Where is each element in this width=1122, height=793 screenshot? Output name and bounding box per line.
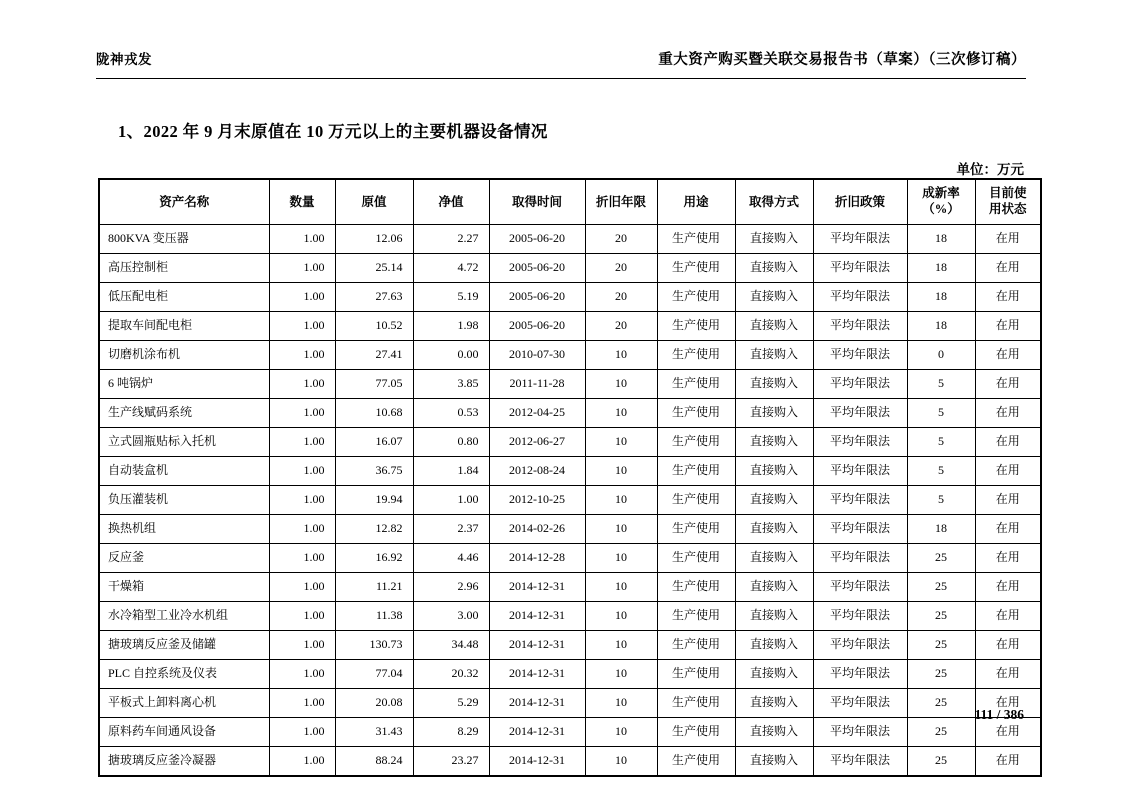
table-cell: 负压灌装机 [99,486,269,515]
table-cell: 平均年限法 [813,602,907,631]
table-cell: 1.00 [413,486,489,515]
column-header-line: 用状态 [988,202,1027,216]
table-cell: 2014-12-31 [489,660,585,689]
table-row [99,660,1041,689]
table-cell: 25 [907,544,975,573]
page-title: 1、2022 年 9 月末原值在 10 万元以上的主要机器设备情况 [118,122,548,141]
table-cell: 在用 [975,225,1041,254]
header-divider [96,78,1026,79]
table-cell: 10 [585,631,657,660]
table-cell: 25 [907,573,975,602]
table-cell: 平均年限法 [813,718,907,747]
table-cell: 1.00 [269,747,335,777]
table-cell: 生产使用 [657,689,735,718]
table-cell: 提取车间配电柜 [99,312,269,341]
table-cell: 平均年限法 [813,457,907,486]
table-cell: 2014-12-31 [489,747,585,777]
table-row [99,544,1041,573]
table-cell: 在用 [975,718,1041,747]
table-cell: 在用 [975,602,1041,631]
table-cell: 1.00 [269,254,335,283]
table-cell: 10 [585,573,657,602]
table-cell: 5 [907,457,975,486]
table-cell: 6 吨锅炉 [99,370,269,399]
table-cell: 18 [907,283,975,312]
table-cell: 2014-12-31 [489,573,585,602]
table-cell: 1.00 [269,370,335,399]
table-cell: 1.00 [269,486,335,515]
table-cell: 直接购入 [735,631,813,660]
table-cell: 10 [585,399,657,428]
table-cell: 平均年限法 [813,370,907,399]
table-cell: 2010-07-30 [489,341,585,370]
column-header: 数量 [269,179,335,225]
table-cell: 23.27 [413,747,489,777]
table-cell: 2012-10-25 [489,486,585,515]
table-cell: 1.00 [269,457,335,486]
table-cell: 0 [907,341,975,370]
asset-table-header [99,179,1041,225]
table-cell: 2012-04-25 [489,399,585,428]
column-header-line: 目前使 [988,186,1027,201]
table-cell: 在用 [975,544,1041,573]
table-cell: 直接购入 [735,370,813,399]
table-cell: 在用 [975,341,1041,370]
table-cell: 3.85 [413,370,489,399]
table-cell: 25 [907,718,975,747]
table-cell: 平均年限法 [813,544,907,573]
table-cell: 平均年限法 [813,486,907,515]
table-cell: 11.38 [335,602,413,631]
table-cell: 在用 [975,399,1041,428]
column-header-line: （%） [922,202,960,216]
table-cell: 1.00 [269,689,335,718]
table-cell: 直接购入 [735,341,813,370]
table-cell: 1.00 [269,718,335,747]
table-cell: 直接购入 [735,573,813,602]
table-cell: 直接购入 [735,254,813,283]
table-cell: 在用 [975,515,1041,544]
table-cell: 在用 [975,660,1041,689]
column-header: 折旧政策 [813,179,907,225]
table-cell: 低压配电柜 [99,283,269,312]
table-cell: 800KVA 变压器 [99,225,269,254]
table-cell: 直接购入 [735,747,813,777]
table-cell: 生产使用 [657,747,735,777]
table-cell: 2011-11-28 [489,370,585,399]
table-cell: 77.04 [335,660,413,689]
table-cell: 18 [907,254,975,283]
table-cell: 原料药车间通风设备 [99,718,269,747]
table-cell: 4.46 [413,544,489,573]
header-company-name: 陇神戎发 [96,52,152,67]
table-cell: 1.00 [269,602,335,631]
table-cell: 平板式上卸料离心机 [99,689,269,718]
table-cell: 在用 [975,457,1041,486]
table-cell: 直接购入 [735,225,813,254]
table-cell: 生产线赋码系统 [99,399,269,428]
table-cell: 18 [907,312,975,341]
table-cell: 20.08 [335,689,413,718]
column-header [907,179,975,225]
table-cell: 19.94 [335,486,413,515]
table-row [99,573,1041,602]
table-cell: 平均年限法 [813,312,907,341]
table-cell: 搪玻璃反应釜冷凝器 [99,747,269,777]
table-cell: 10 [585,486,657,515]
table-cell: 20.32 [413,660,489,689]
asset-table [98,178,1042,777]
table-cell: 10 [585,370,657,399]
table-cell: 5.19 [413,283,489,312]
table-cell: 立式圆瓶贴标入托机 [99,428,269,457]
table-cell: 20 [585,225,657,254]
table-cell: 25 [907,631,975,660]
table-cell: 5.29 [413,689,489,718]
table-cell: 平均年限法 [813,341,907,370]
table-cell: 34.48 [413,631,489,660]
table-cell: 在用 [975,631,1041,660]
table-cell: 在用 [975,486,1041,515]
table-row [99,631,1041,660]
table-cell: 2014-12-31 [489,718,585,747]
table-cell: 10 [585,660,657,689]
table-cell: 2005-06-20 [489,312,585,341]
table-cell: 自动装盒机 [99,457,269,486]
table-cell: 生产使用 [657,544,735,573]
table-cell: 1.00 [269,283,335,312]
table-cell: 1.00 [269,660,335,689]
table-cell: 1.00 [269,544,335,573]
table-cell: 平均年限法 [813,254,907,283]
table-cell: 0.53 [413,399,489,428]
table-cell: 25 [907,602,975,631]
table-cell: 36.75 [335,457,413,486]
table-cell: 11.21 [335,573,413,602]
table-cell: 平均年限法 [813,573,907,602]
asset-table-body [99,225,1041,777]
table-cell: 0.80 [413,428,489,457]
table-cell: 直接购入 [735,283,813,312]
table-cell: 2014-02-26 [489,515,585,544]
table-cell: 平均年限法 [813,515,907,544]
table-cell: 88.24 [335,747,413,777]
table-cell: 2014-12-31 [489,602,585,631]
column-header [975,179,1041,225]
table-cell: 2.37 [413,515,489,544]
table-cell: 1.00 [269,341,335,370]
table-row [99,341,1041,370]
table-cell: 1.00 [269,225,335,254]
table-cell: 生产使用 [657,602,735,631]
table-cell: 干燥箱 [99,573,269,602]
table-cell: 20 [585,312,657,341]
table-row [99,718,1041,747]
table-cell: 1.84 [413,457,489,486]
table-cell: 10 [585,747,657,777]
table-cell: 水冷箱型工业冷水机组 [99,602,269,631]
table-cell: 生产使用 [657,399,735,428]
table-cell: 77.05 [335,370,413,399]
table-cell: 2012-08-24 [489,457,585,486]
table-row [99,254,1041,283]
table-cell: 10 [585,602,657,631]
table-row [99,486,1041,515]
table-cell: 生产使用 [657,631,735,660]
table-cell: 5 [907,486,975,515]
table-cell: 20 [585,283,657,312]
table-cell: 平均年限法 [813,225,907,254]
table-cell: 在用 [975,254,1041,283]
table-row [99,370,1041,399]
table-cell: 18 [907,515,975,544]
table-cell: 在用 [975,370,1041,399]
table-cell: 5 [907,428,975,457]
table-row [99,515,1041,544]
page-header [96,48,1026,78]
table-cell: 直接购入 [735,312,813,341]
table-cell: 直接购入 [735,602,813,631]
table-cell: 直接购入 [735,718,813,747]
table-cell: 1.00 [269,631,335,660]
table-cell: 平均年限法 [813,428,907,457]
table-cell: 10.52 [335,312,413,341]
table-cell: 12.06 [335,225,413,254]
column-header-line: 成新率 [922,186,960,201]
table-cell: 2005-06-20 [489,254,585,283]
table-cell: 在用 [975,283,1041,312]
table-cell: 2014-12-31 [489,689,585,718]
table-cell: 2005-06-20 [489,225,585,254]
table-cell: 在用 [975,747,1041,777]
table-cell: 16.07 [335,428,413,457]
table-cell: 高压控制柜 [99,254,269,283]
table-cell: 25.14 [335,254,413,283]
table-cell: 0.00 [413,341,489,370]
table-cell: 换热机组 [99,515,269,544]
table-cell: 3.00 [413,602,489,631]
table-cell: 生产使用 [657,515,735,544]
table-cell: 生产使用 [657,254,735,283]
table-cell: 生产使用 [657,457,735,486]
table-cell: 直接购入 [735,486,813,515]
table-cell: 10 [585,341,657,370]
table-cell: 平均年限法 [813,660,907,689]
table-cell: 10 [585,457,657,486]
table-cell: 直接购入 [735,544,813,573]
table-row [99,457,1041,486]
table-cell: 在用 [975,428,1041,457]
table-cell: 直接购入 [735,660,813,689]
table-cell: 2005-06-20 [489,283,585,312]
table-cell: 平均年限法 [813,631,907,660]
table-cell: 10 [585,515,657,544]
page-number: 111 / 386 [974,707,1024,722]
table-cell: 18 [907,225,975,254]
table-cell: 25 [907,689,975,718]
table-cell: 1.00 [269,515,335,544]
table-cell: 10 [585,544,657,573]
table-cell: 生产使用 [657,370,735,399]
column-header: 资产名称 [99,179,269,225]
table-cell: PLC 自控系统及仪表 [99,660,269,689]
table-cell: 10 [585,718,657,747]
table-row [99,689,1041,718]
column-header: 用途 [657,179,735,225]
table-row [99,399,1041,428]
table-cell: 生产使用 [657,341,735,370]
table-cell: 生产使用 [657,718,735,747]
unit-note: 单位：万元 [956,162,1024,177]
table-cell: 生产使用 [657,225,735,254]
table-cell: 4.72 [413,254,489,283]
table-cell: 1.00 [269,573,335,602]
table-cell: 在用 [975,573,1041,602]
table-cell: 5 [907,399,975,428]
column-header: 原值 [335,179,413,225]
table-row [99,428,1041,457]
table-cell: 直接购入 [735,689,813,718]
table-cell: 生产使用 [657,486,735,515]
table-cell: 平均年限法 [813,747,907,777]
table-cell: 10 [585,428,657,457]
table-cell: 16.92 [335,544,413,573]
table-cell: 25 [907,660,975,689]
table-cell: 切磨机涂布机 [99,341,269,370]
table-row [99,225,1041,254]
table-cell: 1.00 [269,428,335,457]
table-cell: 在用 [975,689,1041,718]
table-cell: 2.96 [413,573,489,602]
table-row [99,747,1041,777]
table-cell: 10 [585,689,657,718]
table-cell: 搪玻璃反应釜及储罐 [99,631,269,660]
table-cell: 2014-12-31 [489,631,585,660]
table-cell: 20 [585,254,657,283]
table-cell: 1.00 [269,399,335,428]
table-cell: 25 [907,747,975,777]
table-cell: 生产使用 [657,283,735,312]
table-cell: 27.63 [335,283,413,312]
table-cell: 在用 [975,312,1041,341]
table-cell: 10.68 [335,399,413,428]
table-cell: 5 [907,370,975,399]
table-cell: 直接购入 [735,399,813,428]
table-cell: 生产使用 [657,312,735,341]
table-cell: 1.00 [269,312,335,341]
column-header: 净值 [413,179,489,225]
table-header-row [99,179,1041,225]
header-document-title: 重大资产购买暨关联交易报告书（草案）（三次修订稿） [658,52,1026,68]
table-row [99,283,1041,312]
column-header: 取得方式 [735,179,813,225]
table-row [99,602,1041,631]
table-cell: 2.27 [413,225,489,254]
table-cell: 2014-12-28 [489,544,585,573]
table-row [99,312,1041,341]
table-cell: 直接购入 [735,457,813,486]
table-cell: 直接购入 [735,428,813,457]
table-cell: 8.29 [413,718,489,747]
table-cell: 1.98 [413,312,489,341]
table-cell: 27.41 [335,341,413,370]
table-cell: 生产使用 [657,660,735,689]
table-cell: 平均年限法 [813,399,907,428]
column-header: 折旧年限 [585,179,657,225]
table-cell: 平均年限法 [813,689,907,718]
table-cell: 生产使用 [657,573,735,602]
table-cell: 12.82 [335,515,413,544]
table-cell: 130.73 [335,631,413,660]
table-cell: 生产使用 [657,428,735,457]
table-cell: 2012-06-27 [489,428,585,457]
table-cell: 31.43 [335,718,413,747]
table-cell: 反应釜 [99,544,269,573]
column-header: 取得时间 [489,179,585,225]
table-cell: 平均年限法 [813,283,907,312]
table-cell: 直接购入 [735,515,813,544]
